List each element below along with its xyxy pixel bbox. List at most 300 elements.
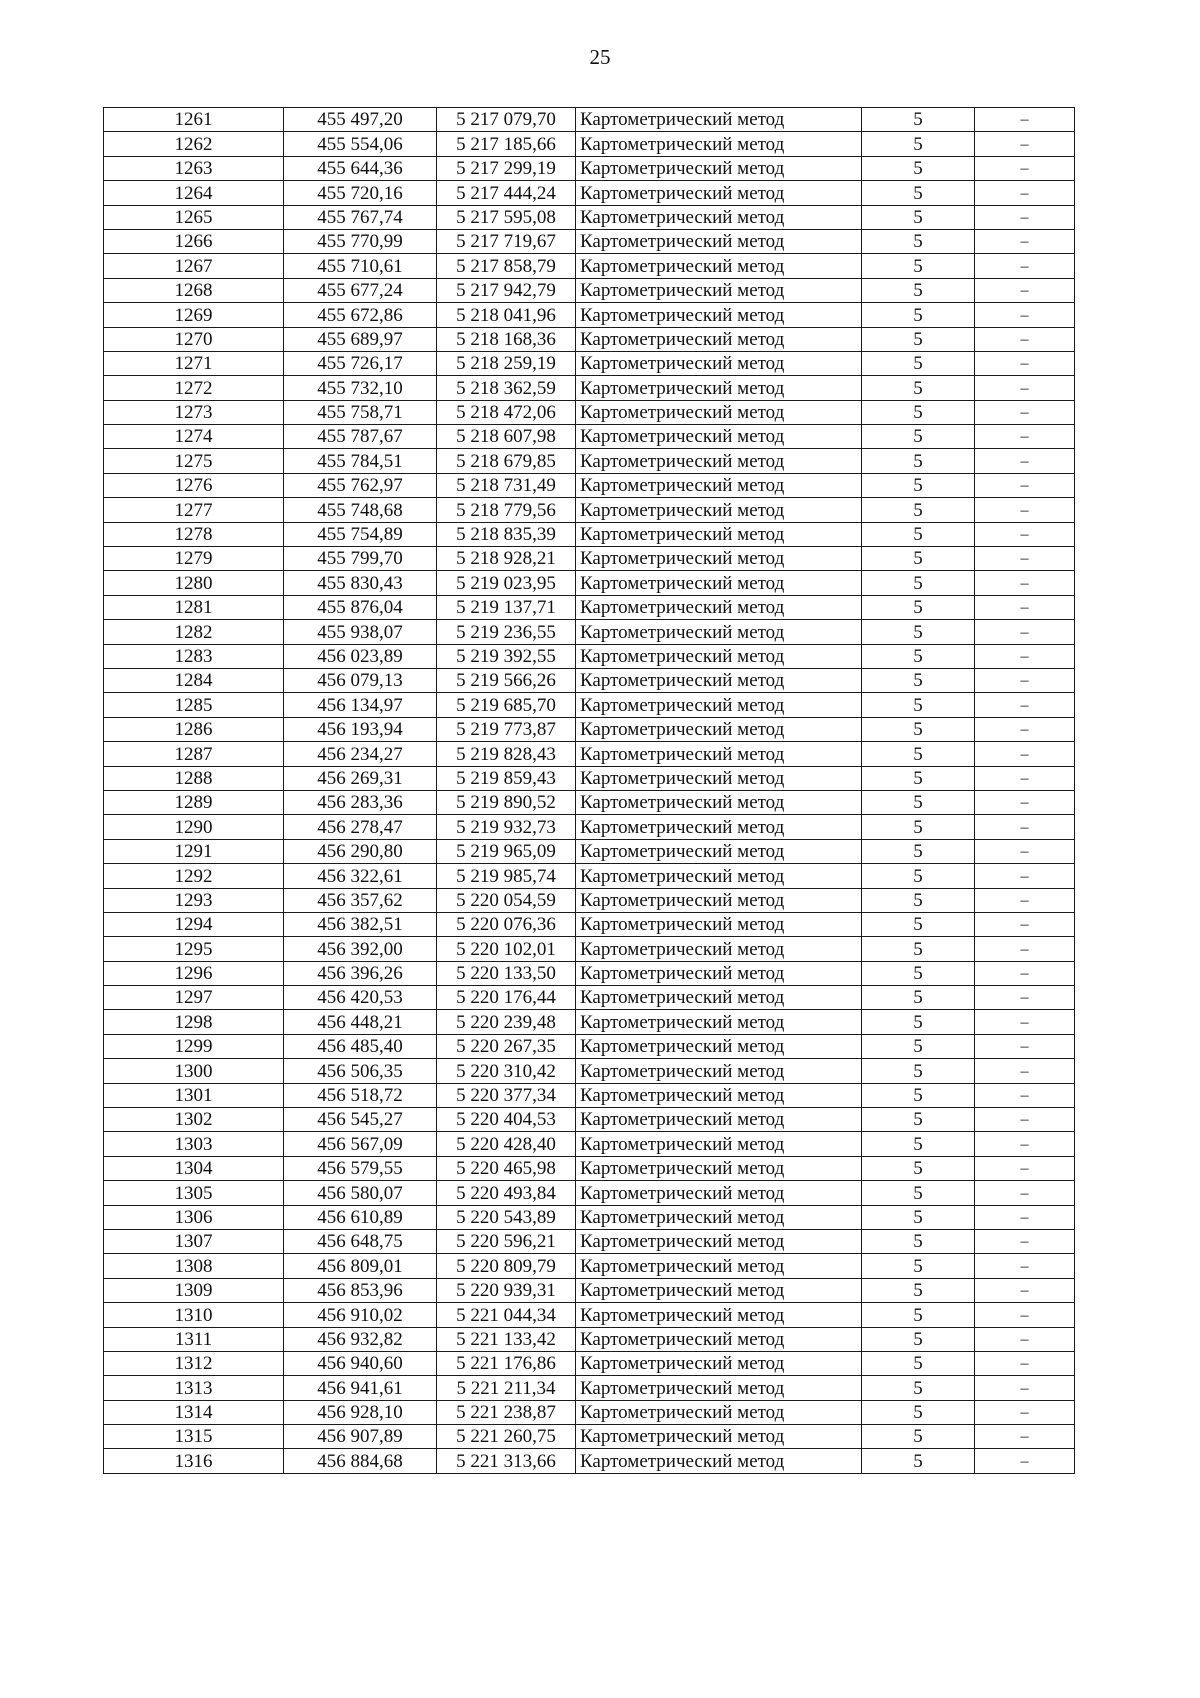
note-cell: –	[975, 278, 1075, 302]
table-row	[104, 571, 1075, 595]
y-coordinate-cell: 5 217 595,08	[437, 205, 576, 229]
point-number-cell: 1268	[104, 278, 284, 302]
y-coordinate-cell: 5 217 444,24	[437, 181, 576, 205]
point-number-cell: 1276	[104, 473, 284, 497]
table-row	[104, 815, 1075, 839]
table-row	[104, 742, 1075, 766]
note-cell: –	[975, 181, 1075, 205]
point-number-cell: 1265	[104, 205, 284, 229]
accuracy-cell: 5	[862, 229, 975, 253]
x-coordinate-cell: 456 269,31	[284, 766, 437, 790]
y-coordinate-cell: 5 220 239,48	[437, 1010, 576, 1034]
y-coordinate-cell: 5 220 054,59	[437, 888, 576, 912]
table-row	[104, 376, 1075, 400]
x-coordinate-cell: 455 726,17	[284, 351, 437, 375]
method-cell: Картометрический метод	[576, 742, 862, 766]
table-row	[104, 278, 1075, 302]
accuracy-cell: 5	[862, 668, 975, 692]
method-cell: Картометрический метод	[576, 693, 862, 717]
accuracy-cell: 5	[862, 156, 975, 180]
y-coordinate-cell: 5 220 133,50	[437, 961, 576, 985]
x-coordinate-cell: 456 234,27	[284, 742, 437, 766]
accuracy-cell: 5	[862, 790, 975, 814]
accuracy-cell: 5	[862, 303, 975, 327]
method-cell: Картометрический метод	[576, 595, 862, 619]
method-cell: Картометрический метод	[576, 522, 862, 546]
table-row	[104, 1278, 1075, 1302]
point-number-cell: 1307	[104, 1229, 284, 1253]
x-coordinate-cell: 455 710,61	[284, 254, 437, 278]
y-coordinate-cell: 5 218 835,39	[437, 522, 576, 546]
y-coordinate-cell: 5 221 260,75	[437, 1425, 576, 1449]
table-row	[104, 986, 1075, 1010]
note-cell: –	[975, 425, 1075, 449]
y-coordinate-cell: 5 219 890,52	[437, 790, 576, 814]
y-coordinate-cell: 5 219 985,74	[437, 864, 576, 888]
point-number-cell: 1266	[104, 229, 284, 253]
y-coordinate-cell: 5 221 133,42	[437, 1327, 576, 1351]
method-cell: Картометрический метод	[576, 644, 862, 668]
y-coordinate-cell: 5 219 932,73	[437, 815, 576, 839]
point-number-cell: 1316	[104, 1449, 284, 1473]
table-row	[104, 888, 1075, 912]
page-number: 25	[589, 45, 611, 69]
accuracy-cell: 5	[862, 400, 975, 424]
x-coordinate-cell: 455 830,43	[284, 571, 437, 595]
x-coordinate-cell: 456 420,53	[284, 986, 437, 1010]
note-cell: –	[975, 1083, 1075, 1107]
note-cell: –	[975, 839, 1075, 863]
table-row	[104, 1303, 1075, 1327]
y-coordinate-cell: 5 220 310,42	[437, 1059, 576, 1083]
method-cell: Картометрический метод	[576, 937, 862, 961]
note-cell: –	[975, 1010, 1075, 1034]
accuracy-cell: 5	[862, 205, 975, 229]
point-number-cell: 1310	[104, 1303, 284, 1327]
accuracy-cell: 5	[862, 620, 975, 644]
point-number-cell: 1277	[104, 498, 284, 522]
x-coordinate-cell: 455 677,24	[284, 278, 437, 302]
accuracy-cell: 5	[862, 717, 975, 741]
method-cell: Картометрический метод	[576, 1229, 862, 1253]
point-number-cell: 1283	[104, 644, 284, 668]
y-coordinate-cell: 5 220 377,34	[437, 1083, 576, 1107]
x-coordinate-cell: 455 938,07	[284, 620, 437, 644]
note-cell: –	[975, 1229, 1075, 1253]
y-coordinate-cell: 5 218 607,98	[437, 425, 576, 449]
accuracy-cell: 5	[862, 571, 975, 595]
method-cell: Картометрический метод	[576, 1327, 862, 1351]
point-number-cell: 1294	[104, 912, 284, 936]
point-number-cell: 1302	[104, 1108, 284, 1132]
accuracy-cell: 5	[862, 1400, 975, 1424]
x-coordinate-cell: 456 283,36	[284, 790, 437, 814]
note-cell: –	[975, 1376, 1075, 1400]
note-cell: –	[975, 644, 1075, 668]
y-coordinate-cell: 5 220 543,89	[437, 1205, 576, 1229]
accuracy-cell: 5	[862, 449, 975, 473]
table-row	[104, 449, 1075, 473]
table-row	[104, 351, 1075, 375]
table-row	[104, 839, 1075, 863]
point-number-cell: 1262	[104, 132, 284, 156]
table-row	[104, 961, 1075, 985]
x-coordinate-cell: 456 610,89	[284, 1205, 437, 1229]
note-cell: –	[975, 693, 1075, 717]
note-cell: –	[975, 1181, 1075, 1205]
x-coordinate-cell: 456 193,94	[284, 717, 437, 741]
table-row	[104, 693, 1075, 717]
note-cell: –	[975, 303, 1075, 327]
accuracy-cell: 5	[862, 522, 975, 546]
method-cell: Картометрический метод	[576, 1425, 862, 1449]
table-row	[104, 498, 1075, 522]
x-coordinate-cell: 455 762,97	[284, 473, 437, 497]
x-coordinate-cell: 455 787,67	[284, 425, 437, 449]
x-coordinate-cell: 456 853,96	[284, 1278, 437, 1302]
method-cell: Картометрический метод	[576, 400, 862, 424]
x-coordinate-cell: 456 392,00	[284, 937, 437, 961]
point-number-cell: 1289	[104, 790, 284, 814]
table-row	[104, 1327, 1075, 1351]
x-coordinate-cell: 456 278,47	[284, 815, 437, 839]
table-row	[104, 620, 1075, 644]
point-number-cell: 1299	[104, 1034, 284, 1058]
point-number-cell: 1303	[104, 1132, 284, 1156]
x-coordinate-cell: 456 567,09	[284, 1132, 437, 1156]
method-cell: Картометрический метод	[576, 912, 862, 936]
y-coordinate-cell: 5 218 041,96	[437, 303, 576, 327]
note-cell: –	[975, 400, 1075, 424]
point-number-cell: 1288	[104, 766, 284, 790]
table-row	[104, 864, 1075, 888]
method-cell: Картометрический метод	[576, 1010, 862, 1034]
accuracy-cell: 5	[862, 473, 975, 497]
note-cell: –	[975, 571, 1075, 595]
table-row	[104, 937, 1075, 961]
accuracy-cell: 5	[862, 327, 975, 351]
y-coordinate-cell: 5 219 773,87	[437, 717, 576, 741]
accuracy-cell: 5	[862, 1303, 975, 1327]
x-coordinate-cell: 455 758,71	[284, 400, 437, 424]
note-cell: –	[975, 717, 1075, 741]
y-coordinate-cell: 5 220 076,36	[437, 912, 576, 936]
point-number-cell: 1296	[104, 961, 284, 985]
y-coordinate-cell: 5 221 176,86	[437, 1351, 576, 1375]
note-cell: –	[975, 1059, 1075, 1083]
table-row	[104, 156, 1075, 180]
method-cell: Картометрический метод	[576, 229, 862, 253]
table-row	[104, 254, 1075, 278]
note-cell: –	[975, 498, 1075, 522]
method-cell: Картометрический метод	[576, 986, 862, 1010]
x-coordinate-cell: 456 941,61	[284, 1376, 437, 1400]
point-number-cell: 1274	[104, 425, 284, 449]
accuracy-cell: 5	[862, 1327, 975, 1351]
method-cell: Картометрический метод	[576, 1132, 862, 1156]
x-coordinate-cell: 455 784,51	[284, 449, 437, 473]
accuracy-cell: 5	[862, 1181, 975, 1205]
y-coordinate-cell: 5 220 596,21	[437, 1229, 576, 1253]
x-coordinate-cell: 455 754,89	[284, 522, 437, 546]
point-number-cell: 1263	[104, 156, 284, 180]
x-coordinate-cell: 456 448,21	[284, 1010, 437, 1034]
method-cell: Картометрический метод	[576, 1181, 862, 1205]
accuracy-cell: 5	[862, 1108, 975, 1132]
point-number-cell: 1297	[104, 986, 284, 1010]
note-cell: –	[975, 937, 1075, 961]
table-row	[104, 473, 1075, 497]
y-coordinate-cell: 5 218 679,85	[437, 449, 576, 473]
x-coordinate-cell: 456 290,80	[284, 839, 437, 863]
method-cell: Картометрический метод	[576, 1205, 862, 1229]
accuracy-cell: 5	[862, 912, 975, 936]
accuracy-cell: 5	[862, 1083, 975, 1107]
y-coordinate-cell: 5 220 404,53	[437, 1108, 576, 1132]
accuracy-cell: 5	[862, 961, 975, 985]
method-cell: Картометрический метод	[576, 620, 862, 644]
x-coordinate-cell: 455 799,70	[284, 547, 437, 571]
accuracy-cell: 5	[862, 547, 975, 571]
method-cell: Картометрический метод	[576, 1303, 862, 1327]
table-row	[104, 229, 1075, 253]
method-cell: Картометрический метод	[576, 351, 862, 375]
point-number-cell: 1282	[104, 620, 284, 644]
table-row	[104, 1181, 1075, 1205]
point-number-cell: 1275	[104, 449, 284, 473]
method-cell: Картометрический метод	[576, 547, 862, 571]
y-coordinate-cell: 5 217 185,66	[437, 132, 576, 156]
x-coordinate-cell: 455 672,86	[284, 303, 437, 327]
point-number-cell: 1278	[104, 522, 284, 546]
x-coordinate-cell: 456 940,60	[284, 1351, 437, 1375]
table-row	[104, 400, 1075, 424]
table-row	[104, 1254, 1075, 1278]
y-coordinate-cell: 5 217 719,67	[437, 229, 576, 253]
table-row	[104, 1205, 1075, 1229]
note-cell: –	[975, 620, 1075, 644]
table-row	[104, 717, 1075, 741]
method-cell: Картометрический метод	[576, 1083, 862, 1107]
point-number-cell: 1301	[104, 1083, 284, 1107]
accuracy-cell: 5	[862, 1034, 975, 1058]
point-number-cell: 1273	[104, 400, 284, 424]
table-row	[104, 1083, 1075, 1107]
table-row	[104, 1425, 1075, 1449]
y-coordinate-cell: 5 219 023,95	[437, 571, 576, 595]
point-number-cell: 1304	[104, 1156, 284, 1180]
accuracy-cell: 5	[862, 986, 975, 1010]
method-cell: Картометрический метод	[576, 1156, 862, 1180]
table-row	[104, 1400, 1075, 1424]
y-coordinate-cell: 5 217 299,19	[437, 156, 576, 180]
method-cell: Картометрический метод	[576, 1059, 862, 1083]
method-cell: Картометрический метод	[576, 1108, 862, 1132]
table-row	[104, 1449, 1075, 1473]
note-cell: –	[975, 790, 1075, 814]
note-cell: –	[975, 522, 1075, 546]
method-cell: Картометрический метод	[576, 571, 862, 595]
note-cell: –	[975, 1205, 1075, 1229]
method-cell: Картометрический метод	[576, 473, 862, 497]
x-coordinate-cell: 456 928,10	[284, 1400, 437, 1424]
method-cell: Картометрический метод	[576, 376, 862, 400]
y-coordinate-cell: 5 218 168,36	[437, 327, 576, 351]
accuracy-cell: 5	[862, 278, 975, 302]
method-cell: Картометрический метод	[576, 327, 862, 351]
accuracy-cell: 5	[862, 425, 975, 449]
x-coordinate-cell: 456 580,07	[284, 1181, 437, 1205]
y-coordinate-cell: 5 221 211,34	[437, 1376, 576, 1400]
y-coordinate-cell: 5 217 079,70	[437, 108, 576, 132]
y-coordinate-cell: 5 219 137,71	[437, 595, 576, 619]
method-cell: Картометрический метод	[576, 717, 862, 741]
accuracy-cell: 5	[862, 132, 975, 156]
point-number-cell: 1293	[104, 888, 284, 912]
table-row	[104, 303, 1075, 327]
x-coordinate-cell: 456 506,35	[284, 1059, 437, 1083]
table-row	[104, 1229, 1075, 1253]
x-coordinate-cell: 455 644,36	[284, 156, 437, 180]
method-cell: Картометрический метод	[576, 205, 862, 229]
point-number-cell: 1287	[104, 742, 284, 766]
note-cell: –	[975, 132, 1075, 156]
point-number-cell: 1305	[104, 1181, 284, 1205]
method-cell: Картометрический метод	[576, 278, 862, 302]
point-number-cell: 1270	[104, 327, 284, 351]
x-coordinate-cell: 456 884,68	[284, 1449, 437, 1473]
x-coordinate-cell: 455 497,20	[284, 108, 437, 132]
note-cell: –	[975, 156, 1075, 180]
y-coordinate-cell: 5 218 362,59	[437, 376, 576, 400]
x-coordinate-cell: 455 689,97	[284, 327, 437, 351]
y-coordinate-cell: 5 218 259,19	[437, 351, 576, 375]
method-cell: Картометрический метод	[576, 790, 862, 814]
accuracy-cell: 5	[862, 815, 975, 839]
table-row	[104, 327, 1075, 351]
note-cell: –	[975, 254, 1075, 278]
note-cell: –	[975, 595, 1075, 619]
method-cell: Картометрический метод	[576, 254, 862, 278]
note-cell: –	[975, 1034, 1075, 1058]
point-number-cell: 1279	[104, 547, 284, 571]
accuracy-cell: 5	[862, 376, 975, 400]
note-cell: –	[975, 742, 1075, 766]
y-coordinate-cell: 5 220 102,01	[437, 937, 576, 961]
x-coordinate-cell: 456 518,72	[284, 1083, 437, 1107]
point-number-cell: 1292	[104, 864, 284, 888]
y-coordinate-cell: 5 219 236,55	[437, 620, 576, 644]
method-cell: Картометрический метод	[576, 1400, 862, 1424]
table-row	[104, 1010, 1075, 1034]
accuracy-cell: 5	[862, 644, 975, 668]
accuracy-cell: 5	[862, 1351, 975, 1375]
accuracy-cell: 5	[862, 937, 975, 961]
x-coordinate-cell: 456 079,13	[284, 668, 437, 692]
point-number-cell: 1290	[104, 815, 284, 839]
y-coordinate-cell: 5 220 809,79	[437, 1254, 576, 1278]
accuracy-cell: 5	[862, 1376, 975, 1400]
accuracy-cell: 5	[862, 498, 975, 522]
y-coordinate-cell: 5 217 942,79	[437, 278, 576, 302]
accuracy-cell: 5	[862, 254, 975, 278]
accuracy-cell: 5	[862, 595, 975, 619]
point-number-cell: 1300	[104, 1059, 284, 1083]
table-row	[104, 595, 1075, 619]
note-cell: –	[975, 815, 1075, 839]
method-cell: Картометрический метод	[576, 888, 862, 912]
x-coordinate-cell: 456 907,89	[284, 1425, 437, 1449]
point-number-cell: 1312	[104, 1351, 284, 1375]
accuracy-cell: 5	[862, 1229, 975, 1253]
y-coordinate-cell: 5 220 428,40	[437, 1132, 576, 1156]
x-coordinate-cell: 456 023,89	[284, 644, 437, 668]
method-cell: Картометрический метод	[576, 1278, 862, 1302]
x-coordinate-cell: 455 554,06	[284, 132, 437, 156]
table-row	[104, 425, 1075, 449]
point-number-cell: 1306	[104, 1205, 284, 1229]
point-number-cell: 1286	[104, 717, 284, 741]
note-cell: –	[975, 351, 1075, 375]
note-cell: –	[975, 376, 1075, 400]
point-number-cell: 1308	[104, 1254, 284, 1278]
x-coordinate-cell: 455 767,74	[284, 205, 437, 229]
note-cell: –	[975, 1132, 1075, 1156]
table-row	[104, 766, 1075, 790]
point-number-cell: 1285	[104, 693, 284, 717]
table-row	[104, 790, 1075, 814]
y-coordinate-cell: 5 219 685,70	[437, 693, 576, 717]
accuracy-cell: 5	[862, 351, 975, 375]
point-number-cell: 1269	[104, 303, 284, 327]
method-cell: Картометрический метод	[576, 1376, 862, 1400]
accuracy-cell: 5	[862, 1425, 975, 1449]
note-cell: –	[975, 986, 1075, 1010]
accuracy-cell: 5	[862, 766, 975, 790]
method-cell: Картометрический метод	[576, 1034, 862, 1058]
method-cell: Картометрический метод	[576, 132, 862, 156]
note-cell: –	[975, 449, 1075, 473]
table-row	[104, 1108, 1075, 1132]
note-cell: –	[975, 547, 1075, 571]
table-row	[104, 522, 1075, 546]
accuracy-cell: 5	[862, 1278, 975, 1302]
point-number-cell: 1314	[104, 1400, 284, 1424]
accuracy-cell: 5	[862, 1254, 975, 1278]
x-coordinate-cell: 456 134,97	[284, 693, 437, 717]
table-row	[104, 181, 1075, 205]
point-number-cell: 1271	[104, 351, 284, 375]
note-cell: –	[975, 1254, 1075, 1278]
note-cell: –	[975, 1351, 1075, 1375]
method-cell: Картометрический метод	[576, 303, 862, 327]
coordinates-table-body	[104, 108, 1075, 1474]
note-cell: –	[975, 1303, 1075, 1327]
y-coordinate-cell: 5 219 965,09	[437, 839, 576, 863]
point-number-cell: 1315	[104, 1425, 284, 1449]
note-cell: –	[975, 327, 1075, 351]
note-cell: –	[975, 229, 1075, 253]
method-cell: Картометрический метод	[576, 961, 862, 985]
y-coordinate-cell: 5 221 044,34	[437, 1303, 576, 1327]
accuracy-cell: 5	[862, 693, 975, 717]
note-cell: –	[975, 1425, 1075, 1449]
note-cell: –	[975, 864, 1075, 888]
accuracy-cell: 5	[862, 839, 975, 863]
table-row	[104, 205, 1075, 229]
accuracy-cell: 5	[862, 1156, 975, 1180]
point-number-cell: 1261	[104, 108, 284, 132]
